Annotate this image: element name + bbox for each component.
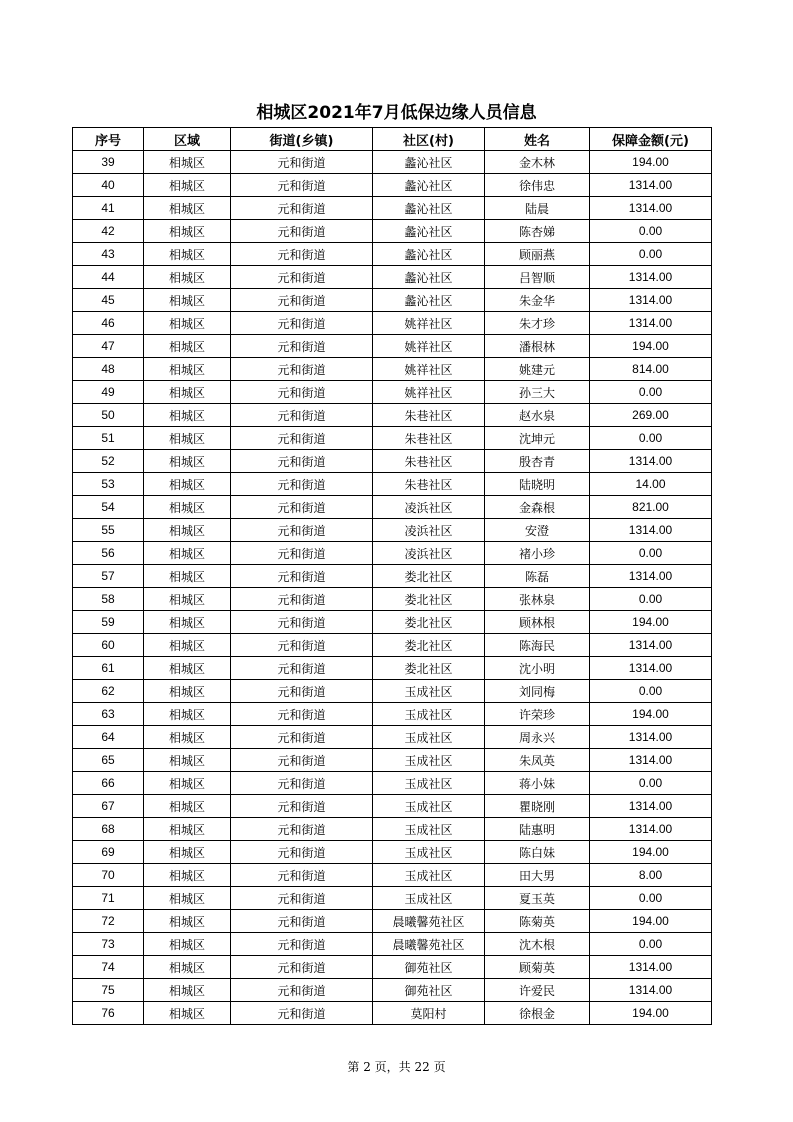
cell-name: 安澄 [485,519,590,542]
cell-street: 元和街道 [231,726,373,749]
cell-serial: 49 [73,381,144,404]
cell-street: 元和街道 [231,266,373,289]
cell-district: 相城区 [144,151,231,174]
cell-name: 孙三大 [485,381,590,404]
cell-community: 娄北社区 [373,611,485,634]
cell-community: 蠡沁社区 [373,174,485,197]
cell-district: 相城区 [144,427,231,450]
cell-district: 相城区 [144,289,231,312]
table-body [73,151,712,1025]
cell-community: 玉成社区 [373,680,485,703]
table-row [73,243,712,266]
cell-amount: 1314.00 [590,979,712,1002]
cell-community: 朱巷社区 [373,450,485,473]
cell-amount: 0.00 [590,381,712,404]
cell-amount: 8.00 [590,864,712,887]
cell-district: 相城区 [144,795,231,818]
cell-district: 相城区 [144,381,231,404]
cell-community: 玉成社区 [373,841,485,864]
cell-name: 殷杏青 [485,450,590,473]
table-row [73,542,712,565]
cell-amount: 194.00 [590,841,712,864]
header-serial: 序号 [73,128,144,151]
table-row [73,864,712,887]
cell-name: 陆惠明 [485,818,590,841]
table-row [73,887,712,910]
cell-amount: 1314.00 [590,634,712,657]
header-street: 街道(乡镇) [231,128,373,151]
cell-district: 相城区 [144,404,231,427]
cell-serial: 42 [73,220,144,243]
cell-district: 相城区 [144,542,231,565]
cell-amount: 1314.00 [590,519,712,542]
cell-amount: 194.00 [590,151,712,174]
cell-name: 沈小明 [485,657,590,680]
cell-street: 元和街道 [231,289,373,312]
cell-community: 蠡沁社区 [373,197,485,220]
cell-name: 顾菊英 [485,956,590,979]
cell-community: 玉成社区 [373,772,485,795]
cell-serial: 43 [73,243,144,266]
cell-district: 相城区 [144,818,231,841]
page-title: 相城区2021年7月低保边缘人员信息 [256,103,537,123]
cell-serial: 56 [73,542,144,565]
cell-serial: 53 [73,473,144,496]
cell-community: 玉成社区 [373,887,485,910]
table-row [73,289,712,312]
cell-amount: 1314.00 [590,726,712,749]
cell-amount: 0.00 [590,933,712,956]
cell-name: 赵水泉 [485,404,590,427]
cell-name: 陈杏娣 [485,220,590,243]
cell-community: 玉成社区 [373,703,485,726]
cell-district: 相城区 [144,841,231,864]
cell-name: 沈坤元 [485,427,590,450]
footer-mid: 页，共 [374,1060,411,1074]
cell-district: 相城区 [144,611,231,634]
cell-amount: 821.00 [590,496,712,519]
cell-street: 元和街道 [231,243,373,266]
cell-amount: 14.00 [590,473,712,496]
cell-street: 元和街道 [231,887,373,910]
cell-street: 元和街道 [231,197,373,220]
cell-name: 陈菊英 [485,910,590,933]
cell-district: 相城区 [144,588,231,611]
cell-community: 姚祥社区 [373,381,485,404]
cell-street: 元和街道 [231,979,373,1002]
cell-community: 姚祥社区 [373,358,485,381]
cell-district: 相城区 [144,772,231,795]
table-row [73,197,712,220]
cell-amount: 269.00 [590,404,712,427]
cell-amount: 194.00 [590,1002,712,1025]
cell-street: 元和街道 [231,358,373,381]
table-row [73,151,712,174]
cell-amount: 0.00 [590,243,712,266]
cell-community: 娄北社区 [373,634,485,657]
cell-name: 蒋小妹 [485,772,590,795]
table-row [73,565,712,588]
cell-district: 相城区 [144,933,231,956]
cell-name: 陈白妹 [485,841,590,864]
cell-district: 相城区 [144,266,231,289]
cell-serial: 44 [73,266,144,289]
cell-street: 元和街道 [231,565,373,588]
header-community: 社区(村) [373,128,485,151]
cell-community: 姚祥社区 [373,335,485,358]
cell-amount: 0.00 [590,588,712,611]
beneficiary-table [72,127,712,1025]
cell-district: 相城区 [144,450,231,473]
cell-serial: 54 [73,496,144,519]
cell-name: 陈磊 [485,565,590,588]
cell-street: 元和街道 [231,473,373,496]
cell-amount: 194.00 [590,611,712,634]
cell-serial: 74 [73,956,144,979]
table-row [73,588,712,611]
cell-district: 相城区 [144,519,231,542]
cell-amount: 0.00 [590,427,712,450]
cell-amount: 1314.00 [590,197,712,220]
cell-serial: 72 [73,910,144,933]
table-row [73,979,712,1002]
cell-amount: 1314.00 [590,956,712,979]
cell-street: 元和街道 [231,335,373,358]
cell-street: 元和街道 [231,956,373,979]
cell-serial: 47 [73,335,144,358]
cell-community: 晨曦馨苑社区 [373,933,485,956]
cell-amount: 0.00 [590,220,712,243]
cell-serial: 60 [73,634,144,657]
table-row [73,772,712,795]
cell-serial: 48 [73,358,144,381]
header-amount: 保障金额(元) [590,128,712,151]
cell-name: 沈木根 [485,933,590,956]
cell-district: 相城区 [144,1002,231,1025]
cell-name: 田大男 [485,864,590,887]
cell-district: 相城区 [144,197,231,220]
cell-amount: 194.00 [590,703,712,726]
cell-serial: 50 [73,404,144,427]
cell-name: 许爱民 [485,979,590,1002]
cell-street: 元和街道 [231,496,373,519]
cell-serial: 75 [73,979,144,1002]
cell-community: 玉成社区 [373,749,485,772]
cell-street: 元和街道 [231,864,373,887]
cell-name: 徐根金 [485,1002,590,1025]
cell-street: 元和街道 [231,703,373,726]
cell-street: 元和街道 [231,933,373,956]
cell-amount: 1314.00 [590,749,712,772]
cell-serial: 67 [73,795,144,818]
cell-district: 相城区 [144,657,231,680]
cell-community: 朱巷社区 [373,473,485,496]
cell-community: 玉成社区 [373,726,485,749]
cell-community: 玉成社区 [373,795,485,818]
cell-street: 元和街道 [231,841,373,864]
footer-suffix: 页 [433,1060,446,1074]
cell-street: 元和街道 [231,634,373,657]
cell-name: 吕智顺 [485,266,590,289]
table-row [73,841,712,864]
cell-district: 相城区 [144,910,231,933]
cell-amount: 0.00 [590,772,712,795]
table-row [73,795,712,818]
cell-street: 元和街道 [231,657,373,680]
cell-community: 晨曦馨苑社区 [373,910,485,933]
table-row [73,726,712,749]
cell-serial: 62 [73,680,144,703]
cell-amount: 1314.00 [590,266,712,289]
table-header-row [73,128,712,151]
cell-serial: 58 [73,588,144,611]
cell-serial: 70 [73,864,144,887]
cell-name: 姚建元 [485,358,590,381]
cell-community: 御苑社区 [373,979,485,1002]
cell-name: 金森根 [485,496,590,519]
cell-community: 御苑社区 [373,956,485,979]
table-row [73,680,712,703]
cell-street: 元和街道 [231,542,373,565]
footer-prefix: 第 [347,1060,360,1074]
cell-name: 金木林 [485,151,590,174]
cell-community: 凌浜社区 [373,542,485,565]
table-row [73,427,712,450]
cell-amount: 1314.00 [590,657,712,680]
cell-street: 元和街道 [231,404,373,427]
cell-street: 元和街道 [231,174,373,197]
cell-community: 娄北社区 [373,565,485,588]
table-row [73,818,712,841]
cell-serial: 66 [73,772,144,795]
cell-street: 元和街道 [231,519,373,542]
cell-street: 元和街道 [231,588,373,611]
table-row [73,611,712,634]
cell-district: 相城区 [144,680,231,703]
cell-serial: 52 [73,450,144,473]
cell-district: 相城区 [144,312,231,335]
footer-page-number: 2 [363,1060,371,1074]
cell-name: 刘同梅 [485,680,590,703]
cell-community: 蠡沁社区 [373,243,485,266]
cell-name: 陈海民 [485,634,590,657]
table-row [73,381,712,404]
cell-street: 元和街道 [231,1002,373,1025]
cell-amount: 1314.00 [590,174,712,197]
cell-community: 蠡沁社区 [373,289,485,312]
cell-name: 顾丽燕 [485,243,590,266]
cell-district: 相城区 [144,726,231,749]
cell-name: 朱金华 [485,289,590,312]
cell-name: 潘根林 [485,335,590,358]
cell-community: 玉成社区 [373,818,485,841]
cell-district: 相城区 [144,864,231,887]
cell-community: 凌浜社区 [373,519,485,542]
table-row [73,956,712,979]
cell-serial: 55 [73,519,144,542]
table-row [73,473,712,496]
cell-community: 蠡沁社区 [373,151,485,174]
cell-name: 朱凤英 [485,749,590,772]
cell-serial: 51 [73,427,144,450]
cell-street: 元和街道 [231,910,373,933]
cell-amount: 194.00 [590,910,712,933]
cell-amount: 1314.00 [590,565,712,588]
cell-amount: 1314.00 [590,312,712,335]
cell-serial: 68 [73,818,144,841]
cell-street: 元和街道 [231,611,373,634]
cell-community: 娄北社区 [373,588,485,611]
table-row [73,220,712,243]
cell-serial: 59 [73,611,144,634]
table-row [73,496,712,519]
cell-amount: 194.00 [590,335,712,358]
cell-street: 元和街道 [231,312,373,335]
cell-community: 朱巷社区 [373,427,485,450]
table-row [73,450,712,473]
cell-amount: 814.00 [590,358,712,381]
table-row [73,335,712,358]
cell-street: 元和街道 [231,427,373,450]
cell-district: 相城区 [144,956,231,979]
cell-name: 顾林根 [485,611,590,634]
header-district: 区域 [144,128,231,151]
cell-amount: 0.00 [590,680,712,703]
cell-name: 徐伟忠 [485,174,590,197]
cell-street: 元和街道 [231,680,373,703]
header-name: 姓名 [485,128,590,151]
cell-amount: 1314.00 [590,795,712,818]
cell-serial: 40 [73,174,144,197]
cell-serial: 76 [73,1002,144,1025]
table-row [73,312,712,335]
cell-community: 姚祥社区 [373,312,485,335]
cell-amount: 1314.00 [590,450,712,473]
table-row [73,358,712,381]
cell-serial: 41 [73,197,144,220]
cell-name: 张林泉 [485,588,590,611]
cell-district: 相城区 [144,703,231,726]
cell-district: 相城区 [144,565,231,588]
cell-district: 相城区 [144,634,231,657]
cell-name: 陆晓明 [485,473,590,496]
cell-district: 相城区 [144,358,231,381]
cell-district: 相城区 [144,496,231,519]
cell-district: 相城区 [144,220,231,243]
cell-street: 元和街道 [231,220,373,243]
cell-name: 许荣珍 [485,703,590,726]
cell-serial: 45 [73,289,144,312]
cell-serial: 61 [73,657,144,680]
footer-total-pages: 22 [414,1060,430,1074]
cell-serial: 71 [73,887,144,910]
table-row [73,174,712,197]
cell-amount: 0.00 [590,887,712,910]
cell-name: 夏玉英 [485,887,590,910]
cell-community: 玉成社区 [373,864,485,887]
cell-community: 蠡沁社区 [373,220,485,243]
cell-street: 元和街道 [231,749,373,772]
cell-community: 蠡沁社区 [373,266,485,289]
cell-street: 元和街道 [231,450,373,473]
table-row [73,519,712,542]
table-row [73,910,712,933]
cell-serial: 63 [73,703,144,726]
cell-community: 凌浜社区 [373,496,485,519]
cell-amount: 1314.00 [590,289,712,312]
cell-community: 莫阳村 [373,1002,485,1025]
cell-name: 陆晨 [485,197,590,220]
table-row [73,657,712,680]
cell-street: 元和街道 [231,151,373,174]
cell-serial: 69 [73,841,144,864]
table-row [73,749,712,772]
cell-serial: 64 [73,726,144,749]
cell-serial: 65 [73,749,144,772]
cell-street: 元和街道 [231,381,373,404]
cell-name: 瞿晓刚 [485,795,590,818]
cell-community: 朱巷社区 [373,404,485,427]
table-row [73,703,712,726]
table-row [73,404,712,427]
page-footer [0,1058,793,1075]
cell-serial: 57 [73,565,144,588]
table-row [73,1002,712,1025]
cell-district: 相城区 [144,174,231,197]
cell-serial: 73 [73,933,144,956]
cell-district: 相城区 [144,473,231,496]
table-row [73,634,712,657]
cell-district: 相城区 [144,887,231,910]
cell-district: 相城区 [144,749,231,772]
table-row [73,933,712,956]
cell-serial: 39 [73,151,144,174]
cell-district: 相城区 [144,243,231,266]
cell-name: 褚小珍 [485,542,590,565]
cell-district: 相城区 [144,979,231,1002]
cell-name: 朱才珍 [485,312,590,335]
cell-amount: 1314.00 [590,818,712,841]
table-row [73,266,712,289]
cell-street: 元和街道 [231,818,373,841]
cell-name: 周永兴 [485,726,590,749]
cell-street: 元和街道 [231,772,373,795]
cell-serial: 46 [73,312,144,335]
cell-amount: 0.00 [590,542,712,565]
cell-community: 娄北社区 [373,657,485,680]
cell-district: 相城区 [144,335,231,358]
cell-street: 元和街道 [231,795,373,818]
